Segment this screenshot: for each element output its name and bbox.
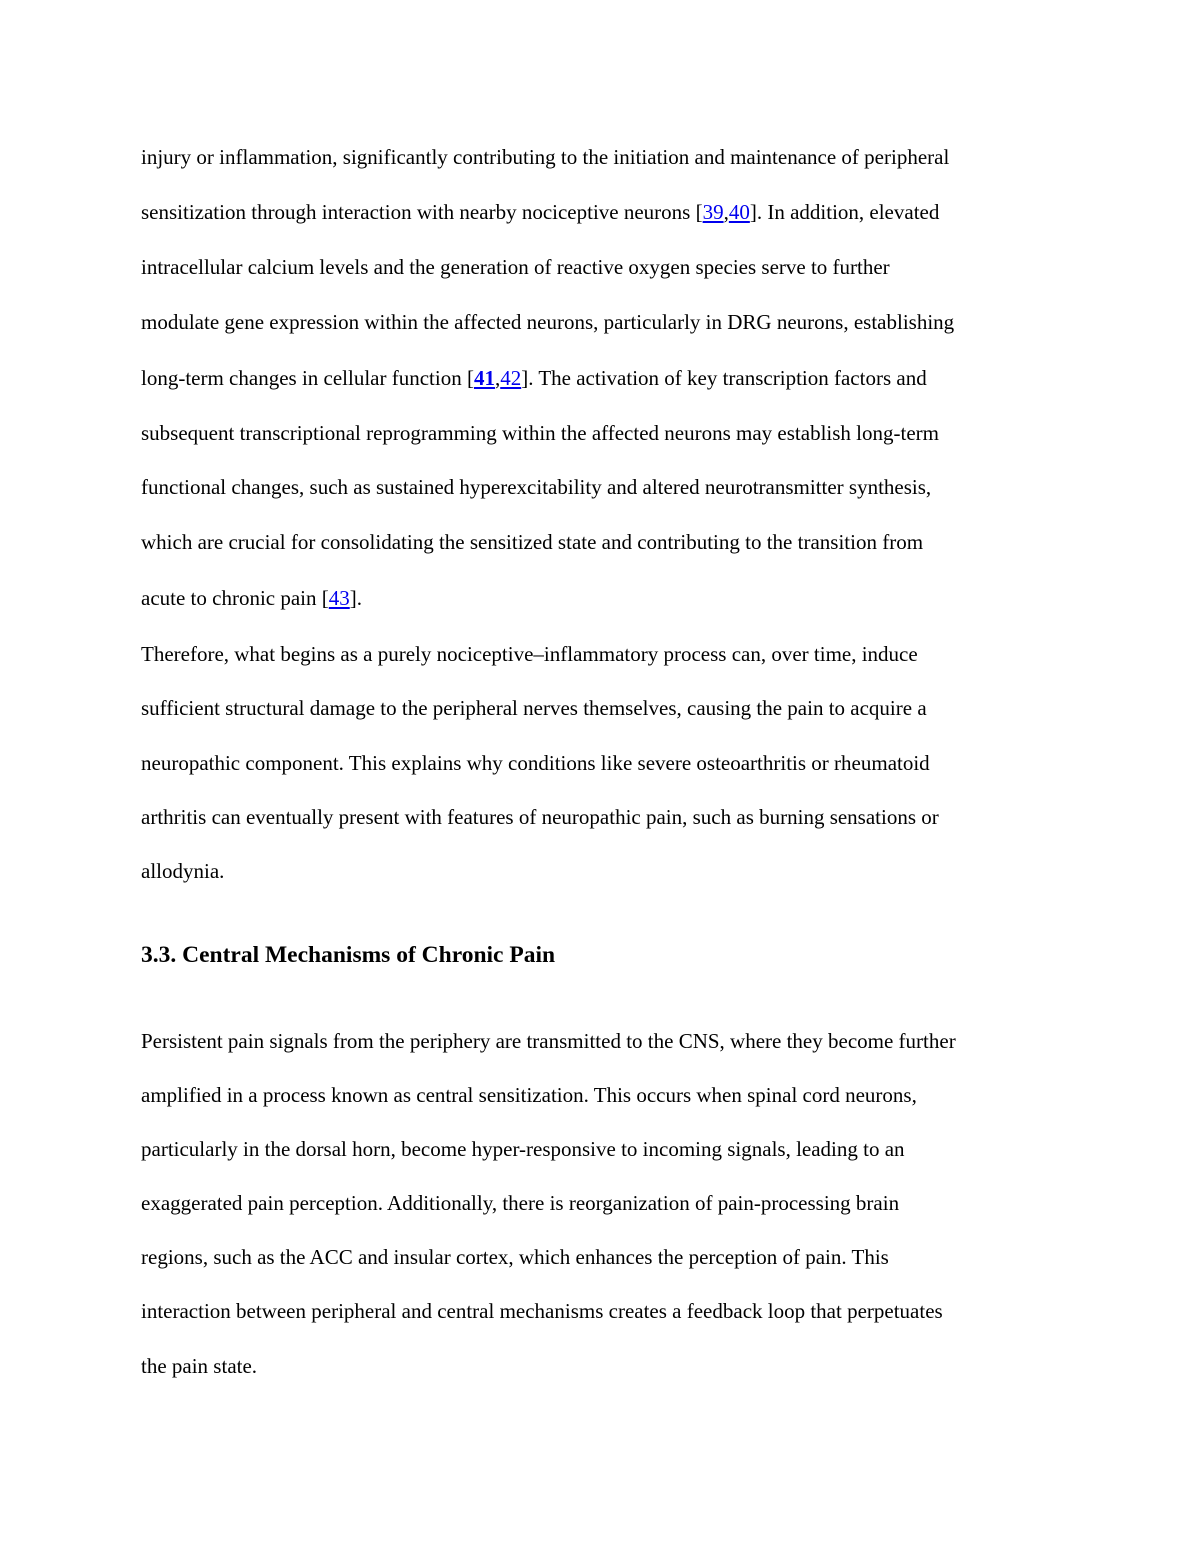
paragraph-3-line-3: particularly in the dorsal horn, become hyper-responsive to incoming signals, leading to an bbox=[141, 1137, 905, 1161]
paragraph-1-line-8: which are crucial for consolidating the sensitized state and contributing to the transition from bbox=[141, 530, 924, 554]
paragraph-3-line-5: regions, such as the ACC and insular cortex, which enhances the perception of pain. This bbox=[141, 1245, 889, 1269]
paragraph-1-line-3: intracellular calcium levels and the generation of reactive oxygen species serve to further bbox=[141, 255, 890, 279]
paragraph-2-line-3: neuropathic component. This explains why conditions like severe osteoarthritis or rheumatoid bbox=[141, 751, 930, 775]
paragraph-1-line-9 bbox=[141, 584, 362, 612]
citation-link-41[interactable]: 41 bbox=[473, 366, 495, 390]
paragraph-2-line-4: arthritis can eventually present with features of neuropathic pain, such as burning sensations or bbox=[141, 805, 939, 829]
paragraph-3-line-4: exaggerated pain perception. Additionally, there is reorganization of pain-processing brain bbox=[141, 1191, 900, 1215]
paragraph-2-line-5: allodynia. bbox=[141, 859, 225, 883]
paragraph-3-line-7: the pain state. bbox=[141, 1354, 258, 1378]
paragraph-1-line-6: subsequent transcriptional reprogramming within the affected neurons may establish long-term bbox=[141, 421, 939, 445]
section-heading: 3.3. Central Mechanisms of Chronic Pain bbox=[141, 942, 556, 968]
paragraph-1-line-4: modulate gene expression within the affected neurons, particularly in DRG neurons, establishing bbox=[141, 310, 955, 334]
paragraph-1-line-7: functional changes, such as sustained hyperexcitability and altered neurotransmitter synthesis, bbox=[141, 475, 932, 499]
paragraph-3-line-6: interaction between peripheral and central mechanisms creates a feedback loop that perpetuates bbox=[141, 1299, 943, 1323]
paragraph-3-line-2: amplified in a process known as central sensitization. This occurs when spinal cord neurons, bbox=[141, 1083, 917, 1107]
text-fragment: acute to chronic pain [ bbox=[141, 586, 329, 610]
text-fragment: ]. The activation of key transcription factors and bbox=[521, 366, 927, 390]
citation-separator: , bbox=[494, 366, 501, 390]
paragraph-1-line-1: injury or inflammation, significantly contributing to the initiation and maintenance of peripheral bbox=[141, 145, 950, 169]
text-fragment: long-term changes in cellular function [ bbox=[141, 366, 474, 390]
citation-separator: , bbox=[723, 200, 729, 224]
text-fragment: ]. bbox=[349, 586, 362, 610]
paragraph-1-line-5 bbox=[141, 364, 927, 392]
citation-link-39[interactable]: 39 bbox=[702, 200, 724, 224]
citation-link-42[interactable]: 42 bbox=[500, 366, 522, 390]
paragraph-3-line-1: Persistent pain signals from the periphery are transmitted to the CNS, where they become further bbox=[141, 1029, 956, 1053]
text-fragment: sensitization through interaction with nearby nociceptive neurons [ bbox=[141, 200, 703, 224]
citation-link-43[interactable]: 43 bbox=[328, 586, 350, 610]
citation-link-40[interactable]: 40 bbox=[728, 200, 750, 224]
paragraph-2-line-1: Therefore, what begins as a purely nociceptive–inflammatory process can, over time, induce bbox=[141, 642, 918, 666]
paragraph-1-line-2 bbox=[141, 198, 939, 226]
text-fragment: ]. In addition, elevated bbox=[749, 200, 940, 224]
paragraph-2-line-2: sufficient structural damage to the peripheral nerves themselves, causing the pain to acquire a bbox=[141, 696, 927, 720]
